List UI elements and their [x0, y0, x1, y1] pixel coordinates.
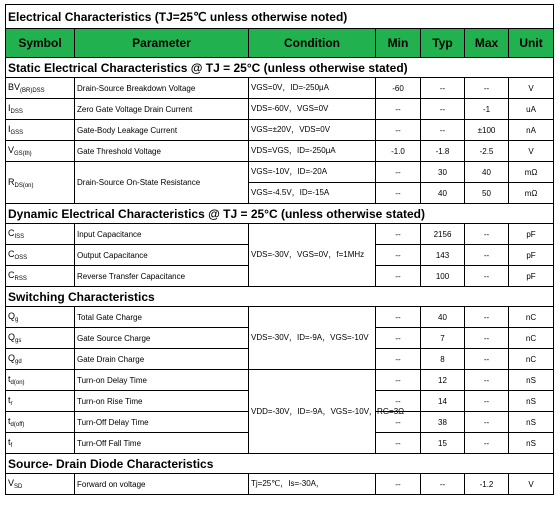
typ-cell: 40	[421, 183, 465, 204]
table-row	[6, 141, 554, 162]
symbol-cell: $t_{d(off)}$	[6, 412, 75, 433]
min-cell: --	[376, 245, 421, 266]
typ-cell: 143	[421, 245, 465, 266]
condition-cell: Tj=25℃，Is=-30A，	[249, 474, 376, 495]
unit-cell: V	[509, 141, 554, 162]
symbol-cell: $I_{DSS}$	[6, 99, 75, 120]
max-cell: --	[465, 307, 509, 328]
unit-cell: nA	[509, 120, 554, 141]
symbol-cell: $Q_{gs}$	[6, 328, 75, 349]
max-cell: --	[465, 224, 509, 245]
section-title: Source- Drain Diode Characteristics	[6, 454, 554, 474]
unit-cell: pF	[509, 245, 554, 266]
section-title: Dynamic Electrical Characteristics @ TJ = 25°C (unless otherwise stated)	[6, 204, 554, 224]
min-cell: --	[376, 433, 421, 454]
parameter-cell: Input Capacitance	[75, 224, 249, 245]
min-cell: --	[376, 162, 421, 183]
header-max: Max	[465, 29, 509, 58]
header-symbol: Symbol	[6, 29, 75, 58]
condition-cell: VGS=-10V，ID=-20A	[249, 162, 376, 183]
parameter-cell: Output Capacitance	[75, 245, 249, 266]
unit-cell: pF	[509, 224, 554, 245]
max-cell: -1	[465, 99, 509, 120]
parameter-cell: Turn-on Rise Time	[75, 391, 249, 412]
parameter-cell: Zero Gate Voltage Drain Current	[75, 99, 249, 120]
table-row	[6, 370, 554, 391]
symbol-cell: $V_{SD}$	[6, 474, 75, 495]
table-row	[6, 120, 554, 141]
typ-cell: 30	[421, 162, 465, 183]
max-cell: 50	[465, 183, 509, 204]
typ-cell: 8	[421, 349, 465, 370]
unit-cell: V	[509, 78, 554, 99]
min-cell: --	[376, 328, 421, 349]
min-cell: --	[376, 474, 421, 495]
unit-cell: pF	[509, 266, 554, 287]
parameter-cell: Forward on voltage	[75, 474, 249, 495]
symbol-cell: $C_{RSS}$	[6, 266, 75, 287]
typ-cell: 40	[421, 307, 465, 328]
condition-cell: VDS=-30V，ID=-9A，VGS=-10V	[249, 307, 376, 370]
condition-cell: VDS=-30V，VGS=0V，f=1MHz	[249, 224, 376, 287]
parameter-cell: Reverse Transfer Capacitance	[75, 266, 249, 287]
typ-cell: --	[421, 99, 465, 120]
table-row	[6, 224, 554, 245]
max-cell: --	[465, 412, 509, 433]
parameter-cell: Total Gate Charge	[75, 307, 249, 328]
unit-cell: V	[509, 474, 554, 495]
section-diode	[6, 454, 554, 474]
table-row	[6, 307, 554, 328]
unit-cell: nC	[509, 328, 554, 349]
max-cell: 40	[465, 162, 509, 183]
header-typ: Typ	[421, 29, 465, 58]
typ-cell: --	[421, 474, 465, 495]
max-cell: --	[465, 391, 509, 412]
condition-cell: VDS=VGS，ID=-250μA	[249, 141, 376, 162]
min-cell: --	[376, 266, 421, 287]
symbol-cell: $Q_{gd}$	[6, 349, 75, 370]
max-cell: --	[465, 78, 509, 99]
symbol-cell: $C_{ISS}$	[6, 224, 75, 245]
symbol-cell: $I_{GSS}$	[6, 120, 75, 141]
max-cell: ±100	[465, 120, 509, 141]
unit-cell: mΩ	[509, 183, 554, 204]
symbol-cell: $C_{OSS}$	[6, 245, 75, 266]
min-cell: --	[376, 412, 421, 433]
symbol-cell: $R_{DS(on)}$	[6, 162, 75, 204]
symbol-cell: $V_{GS(th)}$	[6, 141, 75, 162]
min-cell: --	[376, 99, 421, 120]
table-title: Electrical Characteristics (TJ=25℃ unless otherwise noted)	[6, 5, 554, 29]
parameter-cell: Gate Drain Charge	[75, 349, 249, 370]
min-cell: --	[376, 120, 421, 141]
unit-cell: nS	[509, 370, 554, 391]
parameter-cell: Turn-on Delay Time	[75, 370, 249, 391]
min-cell: --	[376, 391, 421, 412]
unit-cell: nS	[509, 391, 554, 412]
typ-cell: --	[421, 120, 465, 141]
max-cell: --	[465, 349, 509, 370]
section-static	[6, 58, 554, 78]
typ-cell: 15	[421, 433, 465, 454]
condition-cell: VGS=0V，ID=-250μA	[249, 78, 376, 99]
unit-cell: nC	[509, 307, 554, 328]
section-switching	[6, 287, 554, 307]
parameter-cell: Gate Threshold Voltage	[75, 141, 249, 162]
unit-cell: uA	[509, 99, 554, 120]
unit-cell: nS	[509, 433, 554, 454]
unit-cell: nC	[509, 349, 554, 370]
header-parameter: Parameter	[75, 29, 249, 58]
min-cell: --	[376, 349, 421, 370]
typ-cell: 7	[421, 328, 465, 349]
condition-cell: VGS=±20V，VDS=0V	[249, 120, 376, 141]
typ-cell: --	[421, 78, 465, 99]
parameter-cell: Turn-Off Fall Time	[75, 433, 249, 454]
parameter-cell: Gate-Body Leakage Current	[75, 120, 249, 141]
max-cell: --	[465, 328, 509, 349]
max-cell: --	[465, 266, 509, 287]
min-cell: --	[376, 183, 421, 204]
typ-cell: 100	[421, 266, 465, 287]
condition-cell: VDD=-30V，ID=-9A，VGS=-10V，RG=3Ω	[249, 370, 376, 454]
symbol-cell: $t_f$	[6, 433, 75, 454]
table-row	[6, 474, 554, 495]
min-cell: -1.0	[376, 141, 421, 162]
min-cell: -60	[376, 78, 421, 99]
section-dynamic	[6, 204, 554, 224]
symbol-cell: $t_r$	[6, 391, 75, 412]
section-title: Switching Characteristics	[6, 287, 554, 307]
table-row	[6, 99, 554, 120]
header-unit: Unit	[509, 29, 554, 58]
typ-cell: 12	[421, 370, 465, 391]
symbol-cell: $t_{d(on)}$	[6, 370, 75, 391]
parameter-cell: Drain-Source Breakdown Voltage	[75, 78, 249, 99]
header-row	[6, 29, 554, 58]
parameter-cell: Gate Source Charge	[75, 328, 249, 349]
header-condition: Condition	[249, 29, 376, 58]
typ-cell: 2156	[421, 224, 465, 245]
typ-cell: 38	[421, 412, 465, 433]
max-cell: -2.5	[465, 141, 509, 162]
electrical-characteristics-table	[5, 4, 554, 495]
header-min: Min	[376, 29, 421, 58]
parameter-cell: Drain-Source On-State Resistance	[75, 162, 249, 204]
table-title-row	[6, 5, 554, 29]
table-row	[6, 162, 554, 183]
condition-cell: VGS=-4.5V，ID=-15A	[249, 183, 376, 204]
symbol-cell: $Q_g$	[6, 307, 75, 328]
max-cell: --	[465, 433, 509, 454]
min-cell: --	[376, 370, 421, 391]
parameter-cell: Turn-Off Delay Time	[75, 412, 249, 433]
unit-cell: nS	[509, 412, 554, 433]
max-cell: -1.2	[465, 474, 509, 495]
max-cell: --	[465, 370, 509, 391]
min-cell: --	[376, 307, 421, 328]
typ-cell: 14	[421, 391, 465, 412]
max-cell: --	[465, 245, 509, 266]
section-title: Static Electrical Characteristics @ TJ = 25°C (unless otherwise stated)	[6, 58, 554, 78]
table-row	[6, 78, 554, 99]
min-cell: --	[376, 224, 421, 245]
symbol-cell: $BV_{(BR)DSS}$	[6, 78, 75, 99]
condition-cell: VDS=-60V，VGS=0V	[249, 99, 376, 120]
unit-cell: mΩ	[509, 162, 554, 183]
typ-cell: -1.8	[421, 141, 465, 162]
